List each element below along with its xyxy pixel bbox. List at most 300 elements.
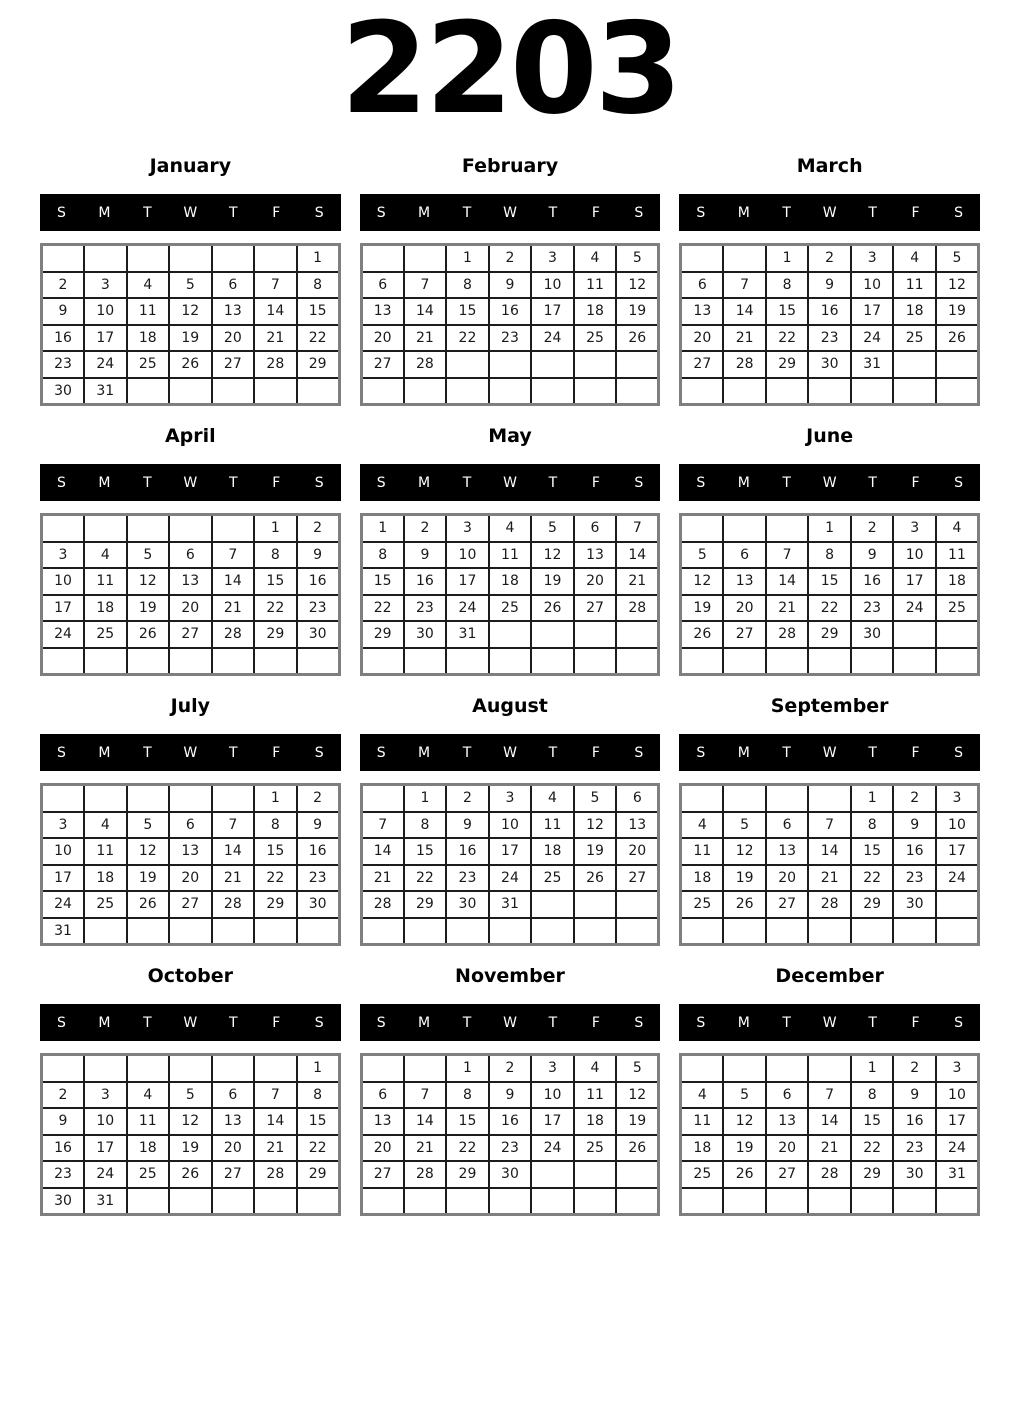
empty-day-cell — [127, 515, 170, 542]
empty-day-cell — [169, 515, 212, 542]
week-row — [681, 595, 979, 622]
weekday-label: T — [462, 204, 472, 221]
day-cell: 7 — [766, 542, 809, 569]
day-cell: 10 — [84, 298, 127, 325]
day-cell: 20 — [574, 568, 617, 595]
day-cell: 5 — [616, 245, 659, 272]
empty-day-cell — [574, 1188, 617, 1215]
day-cell: 14 — [212, 838, 255, 865]
day-cell: 18 — [936, 568, 979, 595]
week-row — [681, 621, 979, 648]
empty-day-cell — [574, 378, 617, 405]
week-row — [361, 1055, 659, 1082]
weekday-label: S — [634, 474, 644, 491]
weekday-label: S — [314, 1014, 324, 1031]
day-cell: 7 — [616, 515, 659, 542]
day-cell: 26 — [681, 621, 724, 648]
day-cell: 2 — [42, 1082, 85, 1109]
empty-day-cell — [574, 891, 617, 918]
empty-day-cell — [616, 918, 659, 945]
day-cell: 26 — [574, 865, 617, 892]
day-cell: 26 — [531, 595, 574, 622]
empty-day-cell — [84, 785, 127, 812]
weekday-label: T — [868, 744, 877, 761]
week-row — [42, 812, 340, 839]
empty-day-cell — [616, 351, 659, 378]
day-cell: 22 — [297, 1135, 340, 1162]
week-row — [42, 245, 340, 272]
day-cell: 17 — [446, 568, 489, 595]
empty-day-cell — [169, 785, 212, 812]
weekday-label: T — [462, 1014, 472, 1031]
empty-day-cell — [723, 515, 766, 542]
day-cell: 10 — [531, 1082, 574, 1109]
weekday-header-row — [360, 194, 661, 231]
empty-day-cell — [127, 1188, 170, 1215]
empty-day-cell — [681, 245, 724, 272]
week-row — [361, 621, 659, 648]
day-cell: 29 — [851, 1161, 894, 1188]
day-cell: 12 — [127, 568, 170, 595]
day-cell: 14 — [723, 298, 766, 325]
weekday-label: T — [782, 1014, 791, 1031]
day-cell: 1 — [851, 1055, 894, 1082]
day-cell: 17 — [42, 595, 85, 622]
weekday-label: T — [228, 474, 238, 491]
empty-day-cell — [851, 918, 894, 945]
day-cell: 3 — [42, 812, 85, 839]
empty-day-cell — [766, 378, 809, 405]
weekday-label: F — [591, 1014, 600, 1031]
weekday-label: F — [911, 1014, 920, 1031]
weekday-label: S — [634, 1014, 644, 1031]
day-cell: 23 — [297, 595, 340, 622]
day-cell: 27 — [723, 621, 766, 648]
empty-day-cell — [212, 245, 255, 272]
empty-day-cell — [127, 245, 170, 272]
empty-day-cell — [531, 1188, 574, 1215]
empty-day-cell — [84, 515, 127, 542]
week-row — [42, 621, 340, 648]
day-cell: 25 — [127, 351, 170, 378]
day-cell: 5 — [127, 542, 170, 569]
day-cell: 5 — [681, 542, 724, 569]
empty-day-cell — [361, 245, 404, 272]
day-cell: 6 — [681, 272, 724, 299]
empty-day-cell — [681, 378, 724, 405]
day-cell: 19 — [127, 595, 170, 622]
day-cell: 11 — [127, 1108, 170, 1135]
month-day-grid-body — [42, 1055, 340, 1215]
day-cell: 23 — [893, 1135, 936, 1162]
day-cell: 20 — [723, 595, 766, 622]
day-cell: 2 — [851, 515, 894, 542]
empty-day-cell — [127, 918, 170, 945]
day-cell: 17 — [84, 1135, 127, 1162]
day-cell: 23 — [489, 1135, 532, 1162]
weekday-label: S — [314, 204, 324, 221]
month-day-grid-body — [42, 785, 340, 945]
weekday-label: T — [548, 1014, 558, 1031]
empty-day-cell — [616, 648, 659, 675]
weekday-label: M — [418, 744, 431, 761]
day-cell: 17 — [893, 568, 936, 595]
empty-day-cell — [616, 378, 659, 405]
empty-day-cell — [723, 378, 766, 405]
day-cell: 27 — [766, 1161, 809, 1188]
day-cell: 14 — [404, 298, 447, 325]
day-cell: 24 — [42, 891, 85, 918]
day-cell: 15 — [361, 568, 404, 595]
empty-day-cell — [893, 918, 936, 945]
empty-day-cell — [681, 918, 724, 945]
empty-day-cell — [766, 515, 809, 542]
weekday-label: F — [272, 474, 281, 491]
weekday-label: S — [954, 204, 963, 221]
day-cell: 28 — [766, 621, 809, 648]
weekday-label: S — [376, 474, 386, 491]
empty-day-cell — [936, 648, 979, 675]
empty-day-cell — [361, 918, 404, 945]
day-cell: 22 — [851, 1135, 894, 1162]
day-cell: 8 — [446, 272, 489, 299]
day-cell: 27 — [169, 621, 212, 648]
day-cell: 27 — [212, 1161, 255, 1188]
empty-day-cell — [212, 515, 255, 542]
day-cell: 2 — [446, 785, 489, 812]
month-day-grid — [679, 1053, 980, 1216]
weekday-label: W — [822, 1014, 837, 1031]
week-row — [681, 812, 979, 839]
empty-day-cell — [446, 1188, 489, 1215]
day-cell: 15 — [254, 838, 297, 865]
week-row — [42, 1055, 340, 1082]
empty-day-cell — [297, 648, 340, 675]
weekday-label: T — [143, 1014, 152, 1031]
weekday-label: S — [314, 744, 324, 761]
day-cell: 13 — [766, 1108, 809, 1135]
day-cell: 19 — [531, 568, 574, 595]
day-cell: 24 — [893, 595, 936, 622]
week-row — [361, 865, 659, 892]
day-cell: 4 — [893, 245, 936, 272]
day-cell: 21 — [766, 595, 809, 622]
day-cell: 9 — [808, 272, 851, 299]
day-cell: 30 — [446, 891, 489, 918]
day-cell: 14 — [808, 1108, 851, 1135]
weekday-label: T — [548, 744, 558, 761]
day-cell: 21 — [808, 865, 851, 892]
day-cell: 15 — [851, 1108, 894, 1135]
empty-day-cell — [84, 245, 127, 272]
week-row — [42, 648, 340, 675]
month-day-grid-body — [361, 515, 659, 675]
day-cell: 13 — [169, 568, 212, 595]
week-row — [681, 568, 979, 595]
week-row — [361, 918, 659, 945]
day-cell: 24 — [531, 1135, 574, 1162]
day-cell: 4 — [489, 515, 532, 542]
day-cell: 28 — [254, 1161, 297, 1188]
month-title: September — [770, 695, 889, 717]
empty-day-cell — [616, 891, 659, 918]
weekday-header-row — [40, 734, 341, 771]
empty-day-cell — [404, 1055, 447, 1082]
empty-day-cell — [127, 785, 170, 812]
day-cell: 16 — [489, 298, 532, 325]
day-cell: 8 — [254, 542, 297, 569]
weekday-label: S — [314, 474, 324, 491]
day-cell: 29 — [446, 1161, 489, 1188]
weekday-label: W — [503, 474, 517, 491]
empty-day-cell — [127, 648, 170, 675]
day-cell: 15 — [808, 568, 851, 595]
week-row — [42, 378, 340, 405]
weekday-label: T — [462, 474, 472, 491]
day-cell: 12 — [616, 272, 659, 299]
empty-day-cell — [404, 378, 447, 405]
day-cell: 6 — [361, 272, 404, 299]
day-cell: 25 — [531, 865, 574, 892]
weekday-label: T — [548, 474, 558, 491]
week-row — [42, 298, 340, 325]
month-block — [360, 422, 661, 676]
empty-day-cell — [404, 918, 447, 945]
empty-day-cell — [212, 1055, 255, 1082]
day-cell: 7 — [404, 1082, 447, 1109]
day-cell: 14 — [808, 838, 851, 865]
day-cell: 13 — [169, 838, 212, 865]
weekday-label: M — [98, 204, 111, 221]
empty-day-cell — [936, 351, 979, 378]
empty-day-cell — [574, 1161, 617, 1188]
weekday-header-row — [679, 194, 980, 231]
day-cell: 30 — [851, 621, 894, 648]
empty-day-cell — [127, 378, 170, 405]
weekday-label: T — [228, 204, 238, 221]
day-cell: 8 — [808, 542, 851, 569]
empty-day-cell — [681, 1055, 724, 1082]
day-cell: 5 — [169, 1082, 212, 1109]
day-cell: 18 — [84, 595, 127, 622]
day-cell: 2 — [489, 245, 532, 272]
weekday-label: M — [737, 474, 750, 491]
day-cell: 2 — [297, 515, 340, 542]
empty-day-cell — [808, 378, 851, 405]
months-grid — [0, 152, 1020, 1216]
day-cell: 8 — [446, 1082, 489, 1109]
day-cell: 6 — [723, 542, 766, 569]
day-cell: 25 — [84, 621, 127, 648]
day-cell: 14 — [212, 568, 255, 595]
month-day-grid — [40, 1053, 341, 1216]
day-cell: 26 — [127, 891, 170, 918]
day-cell: 14 — [254, 298, 297, 325]
day-cell: 24 — [851, 325, 894, 352]
day-cell: 9 — [851, 542, 894, 569]
day-cell: 28 — [254, 351, 297, 378]
empty-day-cell — [404, 245, 447, 272]
empty-day-cell — [808, 1055, 851, 1082]
month-day-grid-body — [681, 785, 979, 945]
week-row — [42, 891, 340, 918]
day-cell: 16 — [404, 568, 447, 595]
empty-day-cell — [297, 378, 340, 405]
day-cell: 10 — [489, 812, 532, 839]
day-cell: 20 — [212, 325, 255, 352]
day-cell: 25 — [489, 595, 532, 622]
empty-day-cell — [851, 378, 894, 405]
empty-day-cell — [254, 245, 297, 272]
month-day-grid — [360, 243, 661, 406]
empty-day-cell — [531, 891, 574, 918]
day-cell: 20 — [766, 865, 809, 892]
day-cell: 11 — [681, 838, 724, 865]
week-row — [42, 272, 340, 299]
empty-day-cell — [723, 785, 766, 812]
day-cell: 22 — [851, 865, 894, 892]
day-cell: 19 — [723, 1135, 766, 1162]
week-row — [361, 812, 659, 839]
day-cell: 9 — [297, 812, 340, 839]
empty-day-cell — [851, 1188, 894, 1215]
day-cell: 21 — [723, 325, 766, 352]
empty-day-cell — [851, 648, 894, 675]
weekday-label: W — [822, 474, 837, 491]
day-cell: 25 — [936, 595, 979, 622]
empty-day-cell — [169, 1055, 212, 1082]
week-row — [361, 378, 659, 405]
month-day-grid — [40, 243, 341, 406]
weekday-label: F — [591, 744, 600, 761]
weekday-label: T — [868, 204, 877, 221]
month-block — [360, 962, 661, 1216]
day-cell: 27 — [361, 351, 404, 378]
day-cell: 1 — [254, 785, 297, 812]
week-row — [42, 515, 340, 542]
week-row — [42, 1108, 340, 1135]
day-cell: 6 — [616, 785, 659, 812]
day-cell: 18 — [127, 325, 170, 352]
empty-day-cell — [169, 648, 212, 675]
day-cell: 25 — [681, 1161, 724, 1188]
empty-day-cell — [361, 1055, 404, 1082]
day-cell: 1 — [254, 515, 297, 542]
empty-day-cell — [42, 648, 85, 675]
day-cell: 30 — [42, 1188, 85, 1215]
day-cell: 9 — [297, 542, 340, 569]
empty-day-cell — [808, 918, 851, 945]
week-row — [42, 918, 340, 945]
weekday-label: M — [418, 474, 431, 491]
week-row — [361, 568, 659, 595]
day-cell: 1 — [446, 1055, 489, 1082]
day-cell: 7 — [212, 812, 255, 839]
week-row — [681, 865, 979, 892]
empty-day-cell — [723, 648, 766, 675]
week-row — [361, 891, 659, 918]
weekday-label: S — [376, 204, 386, 221]
month-title: January — [149, 155, 232, 177]
day-cell: 21 — [212, 595, 255, 622]
day-cell: 6 — [766, 1082, 809, 1109]
weekday-label: W — [503, 1014, 517, 1031]
day-cell: 16 — [42, 325, 85, 352]
weekday-label: S — [57, 1014, 66, 1031]
day-cell: 15 — [851, 838, 894, 865]
day-cell: 9 — [893, 1082, 936, 1109]
empty-day-cell — [254, 918, 297, 945]
empty-day-cell — [361, 378, 404, 405]
day-cell: 15 — [297, 1108, 340, 1135]
week-row — [681, 1161, 979, 1188]
day-cell: 15 — [766, 298, 809, 325]
day-cell: 2 — [808, 245, 851, 272]
empty-day-cell — [893, 648, 936, 675]
weekday-header-row — [40, 1004, 341, 1041]
month-title: February — [461, 155, 559, 177]
empty-day-cell — [212, 1188, 255, 1215]
week-row — [361, 325, 659, 352]
empty-day-cell — [723, 245, 766, 272]
month-title: November — [455, 965, 565, 987]
day-cell: 28 — [404, 351, 447, 378]
month-day-grid — [40, 513, 341, 676]
day-cell: 8 — [361, 542, 404, 569]
day-cell: 4 — [681, 1082, 724, 1109]
day-cell: 31 — [936, 1161, 979, 1188]
empty-day-cell — [489, 621, 532, 648]
empty-day-cell — [169, 1188, 212, 1215]
day-cell: 22 — [254, 595, 297, 622]
day-cell: 27 — [169, 891, 212, 918]
day-cell: 30 — [404, 621, 447, 648]
day-cell: 22 — [404, 865, 447, 892]
empty-day-cell — [42, 245, 85, 272]
empty-day-cell — [489, 378, 532, 405]
day-cell: 1 — [297, 245, 340, 272]
month-day-grid-body — [361, 785, 659, 945]
day-cell: 10 — [446, 542, 489, 569]
empty-day-cell — [574, 918, 617, 945]
weekday-header-row — [40, 464, 341, 501]
day-cell: 7 — [404, 272, 447, 299]
weekday-label: S — [634, 744, 644, 761]
day-cell: 19 — [616, 298, 659, 325]
day-cell: 19 — [169, 1135, 212, 1162]
weekday-label: W — [503, 204, 517, 221]
day-cell: 30 — [42, 378, 85, 405]
month-block — [679, 152, 980, 406]
day-cell: 24 — [42, 621, 85, 648]
day-cell: 26 — [723, 1161, 766, 1188]
week-row — [42, 568, 340, 595]
empty-day-cell — [531, 918, 574, 945]
day-cell: 20 — [169, 595, 212, 622]
empty-day-cell — [169, 378, 212, 405]
day-cell: 28 — [212, 621, 255, 648]
week-row — [681, 1188, 979, 1215]
day-cell: 14 — [766, 568, 809, 595]
day-cell: 12 — [723, 1108, 766, 1135]
day-cell: 13 — [212, 1108, 255, 1135]
day-cell: 25 — [84, 891, 127, 918]
day-cell: 17 — [531, 298, 574, 325]
day-cell: 3 — [446, 515, 489, 542]
month-title: June — [806, 425, 854, 447]
empty-day-cell — [531, 621, 574, 648]
empty-day-cell — [893, 351, 936, 378]
